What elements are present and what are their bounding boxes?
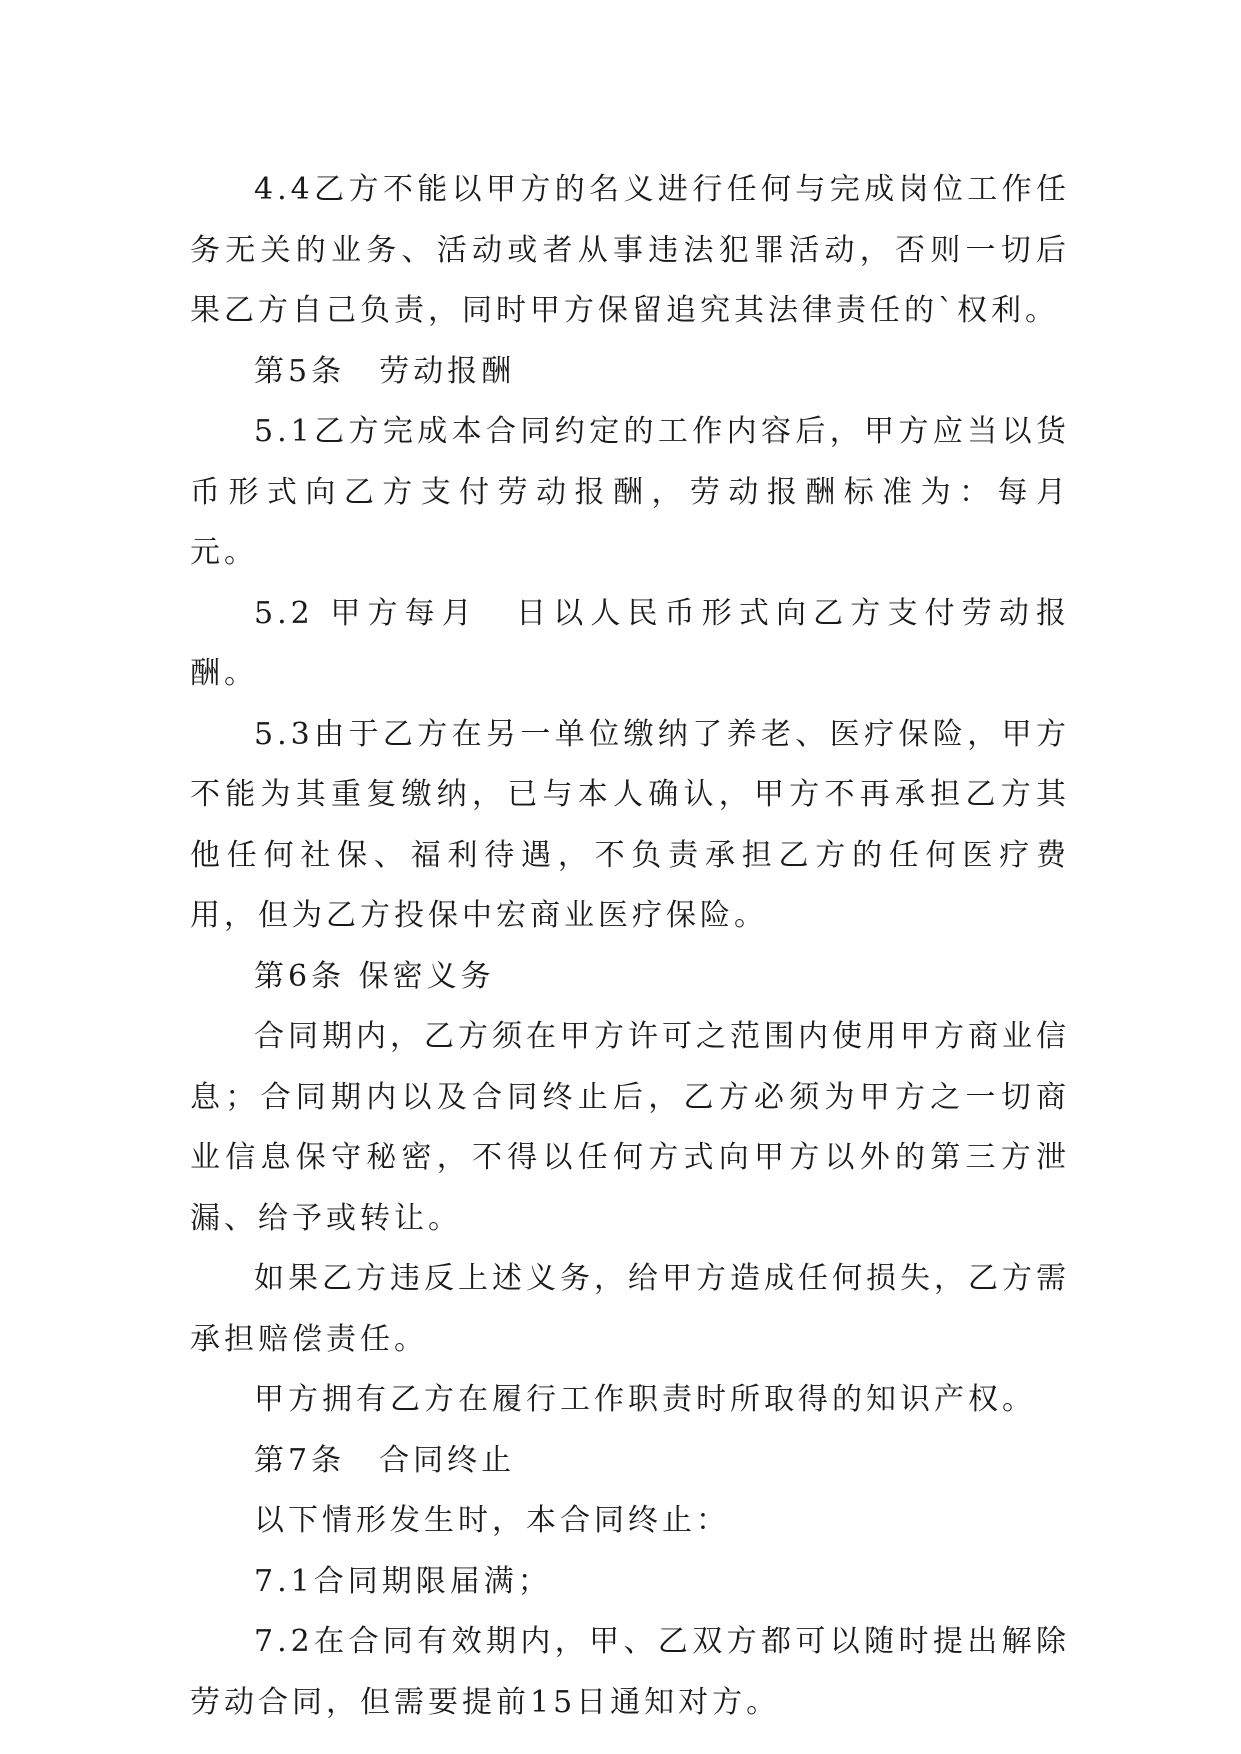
paragraph-termination-intro: 以下情形发生时，本合同终止： [254,1503,730,1538]
paragraph-breach-liability: 如果乙方违反上述义务，给甲方造成任何损失，乙方需承担赔偿责任。 [190,1261,1070,1357]
paragraph-5-3: 5.3由于乙方在另一单位缴纳了养老、医疗保险，甲方不能为其重复缴纳，已与本人确认，甲方不再承担乙方其他任何社保、福利待遇，不负责承担乙方的任何医疗费用，但为乙方投保中宏商业医疗保险。 [190,716,1070,933]
heading-article-6: 第6条 保密义务 [254,958,495,994]
paragraph-4-4: 4.4乙方不能以甲方的名义进行任何与完成岗位工作任务无关的业务、活动或者从事违法犯罪活动，否则一切后果乙方自己负责，同时甲方保留追究其法律责任的`权利。 [190,172,1070,328]
document-body [190,160,1104,1733]
heading-article-7: 第7条 合同终止 [254,1442,516,1478]
paragraph-7-1: 7.1合同期限届满； [254,1563,552,1599]
paragraph-intellectual-property: 甲方拥有乙方在履行工作职责时所取得的知识产权。 [254,1382,1036,1417]
paragraph-7-2: 7.2在合同有效期内，甲、乙双方都可以随时提出解除劳动合同，但需要提前15日通知对方。 [190,1624,1070,1720]
paragraph-5-1: 5.1乙方完成本合同约定的工作内容后，甲方应当以货币形式向乙方支付劳动报酬，劳动报酬标准为：每月 元。 [190,414,1104,570]
paragraph-5-2: 5.2 甲方每月 日以人民币形式向乙方支付劳动报酬。 [190,595,1070,691]
paragraph-confidentiality: 合同期内，乙方须在甲方许可之范围内使用甲方商业信息；合同期内以及合同终止后，乙方必须为甲方之一切商业信息保守秘密，不得以任何方式向甲方以外的第三方泄漏、给予或转让。 [190,1019,1070,1236]
heading-article-5: 第5条 劳动报酬 [254,353,516,389]
